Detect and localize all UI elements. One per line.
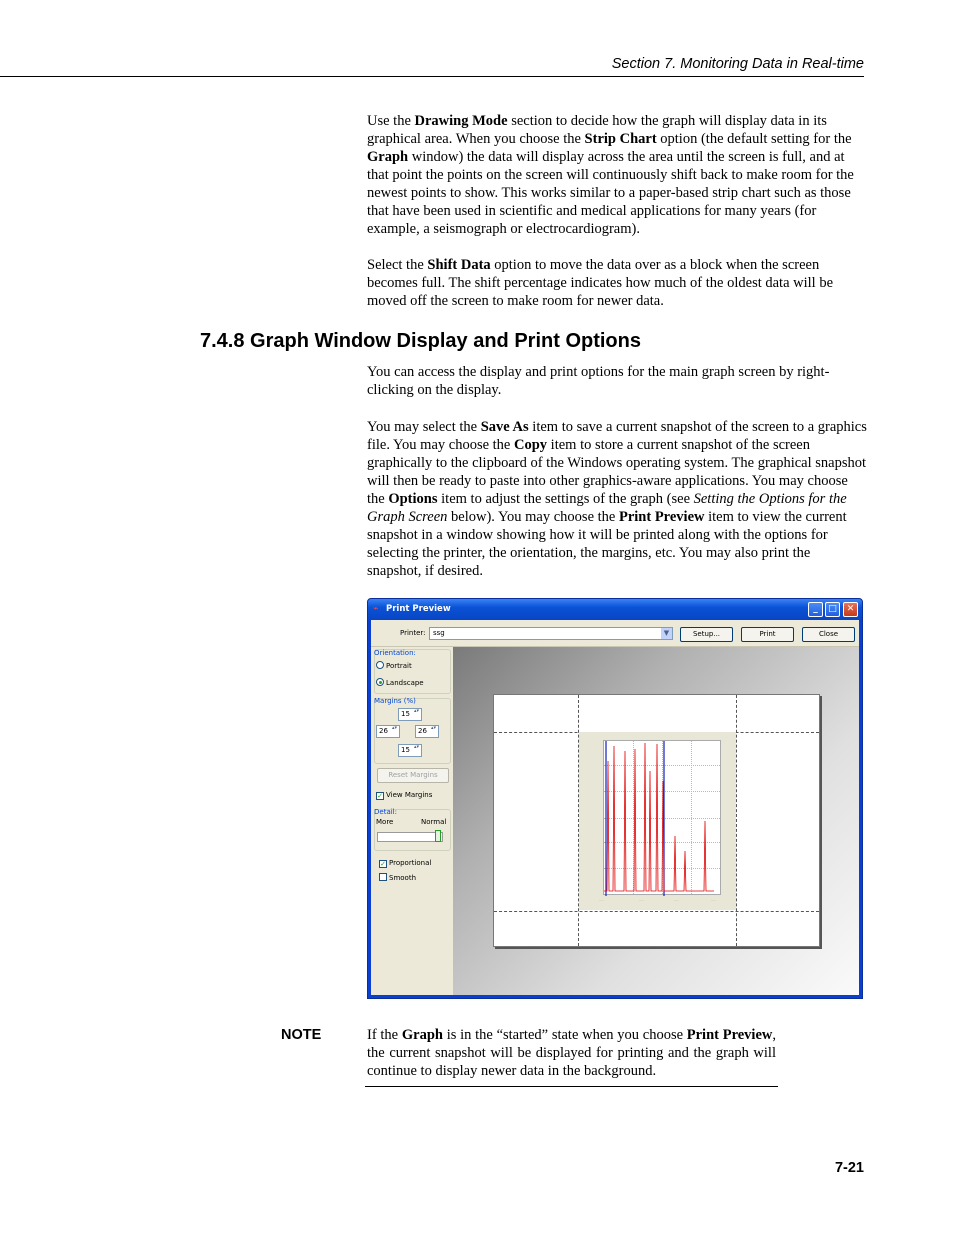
margins-label: Margins (%): [374, 697, 416, 705]
chevron-down-icon[interactable]: ▼: [661, 628, 672, 639]
detail-more-label: More: [376, 818, 394, 826]
drawing-mode-paragraph: Use the Drawing Mode section to decide how the graph will display data in its graphical area. When you choose the Strip Chart option (the default setting for the Graph window) the data will display across the area until the screen is full, and at that point the points on the screen will continuously shift back to make room for the newest points to show. This works similar to a paper-based strip chart such as those that have been used in scientific and medical applications for many years (for example, a seismograph or electrocardiogram).: [367, 113, 854, 237]
x-tick-mark: ·····: [639, 898, 644, 902]
preview-area[interactable]: [453, 647, 859, 995]
page-number: 7-21: [834, 1160, 864, 1176]
options-paragraph: You may select the Save As item to save a current snapshot of the screen to a graphics file. You may choose the Copy item to store a current snapshot of the screen graphically to the clipboard of the Windows operating system. The graphical snapshot will then be ready to paste into other graphics-aware applications. You may choose the Options item to adjust the settings of the graph (see Setting the Options for the Graph Screen below). You may choose the Print Preview item to view the current snapshot in a window showing how it will be printed along with the options for selecting the printer, the orientation, the margins, etc. You may also print the snapshot, if desired.: [367, 419, 867, 579]
print-button[interactable]: Print: [741, 627, 794, 642]
x-tick-mark: ·····: [599, 898, 604, 902]
close-button[interactable]: Close: [802, 627, 855, 642]
margin-bottom-stepper[interactable]: 15 ▴▾: [398, 744, 422, 757]
window-client: [371, 620, 859, 995]
access-paragraph: You can access the display and print options for the main graph screen by right-clicking on the display.: [367, 364, 830, 398]
note-label: NOTE: [281, 1027, 322, 1043]
portrait-radio[interactable]: Portrait: [376, 661, 412, 670]
header-rule: [0, 76, 864, 77]
app-icon: ⌁: [373, 604, 379, 614]
note-text: If the Graph is in the “started” state when you choose Print Preview, the current snapshot will be displayed for printing and the graph will continue to display newer data in the background.: [367, 1027, 776, 1079]
radio-off-icon: [376, 661, 384, 669]
snapshot-plot: [603, 740, 721, 895]
orientation-label: Orientation:: [374, 649, 416, 657]
margin-top-stepper[interactable]: 15 ▴▾: [398, 708, 422, 721]
slider-thumb[interactable]: [435, 830, 441, 842]
maximize-icon[interactable]: □: [825, 602, 840, 617]
print-preview-window: [367, 598, 863, 999]
landscape-radio[interactable]: Landscape: [376, 678, 424, 687]
setup-button[interactable]: Setup...: [680, 627, 733, 642]
detail-label: Detail:: [374, 808, 397, 816]
shift-data-paragraph: Select the Shift Data option to move the data over as a block when the screen becomes full. The shift percentage indicates how much of the oldest data will be moved off the screen to make room for newer data.: [367, 257, 834, 309]
x-tick-mark: ·····: [674, 898, 679, 902]
detail-normal-label: Normal: [421, 818, 447, 826]
printer-value: ssg: [433, 629, 445, 637]
options-panel: [371, 647, 453, 995]
checkbox-empty-icon: [379, 873, 387, 881]
margin-right-stepper[interactable]: 26 ▴▾: [415, 725, 439, 738]
printer-select[interactable]: [429, 627, 673, 640]
checkmark-icon: ✓: [380, 860, 386, 868]
preview-toolbar: [371, 620, 859, 647]
window-title: Print Preview: [386, 604, 451, 614]
data-trace: [604, 743, 714, 891]
minimize-icon[interactable]: _: [808, 602, 823, 617]
graph-snapshot: [579, 732, 736, 910]
window-titlebar[interactable]: [368, 599, 862, 620]
radio-on-icon: [376, 678, 384, 686]
x-tick-mark: ·····: [711, 898, 716, 902]
reset-margins-button[interactable]: Reset Margins: [377, 768, 449, 783]
smooth-checkbox[interactable]: Smooth: [379, 873, 416, 882]
printer-label: Printer:: [400, 629, 426, 637]
close-icon[interactable]: ✕: [843, 602, 858, 617]
proportional-checkbox[interactable]: ✓ Proportional: [380, 859, 432, 868]
section-heading: 7.4.8 Graph Window Display and Print Options: [200, 330, 641, 352]
preview-page: [493, 694, 820, 947]
snapshot-trace: [604, 741, 722, 896]
margin-left-stepper[interactable]: 26 ▴▾: [376, 725, 400, 738]
view-margins-checkbox[interactable]: ✓ View Margins: [377, 791, 433, 800]
running-header: Section 7. Monitoring Data in Real-time: [611, 56, 864, 72]
detail-slider[interactable]: [377, 832, 443, 842]
checkmark-icon: ✓: [377, 792, 383, 800]
note-rule: [365, 1086, 778, 1087]
margin-line-bottom: [494, 911, 819, 912]
